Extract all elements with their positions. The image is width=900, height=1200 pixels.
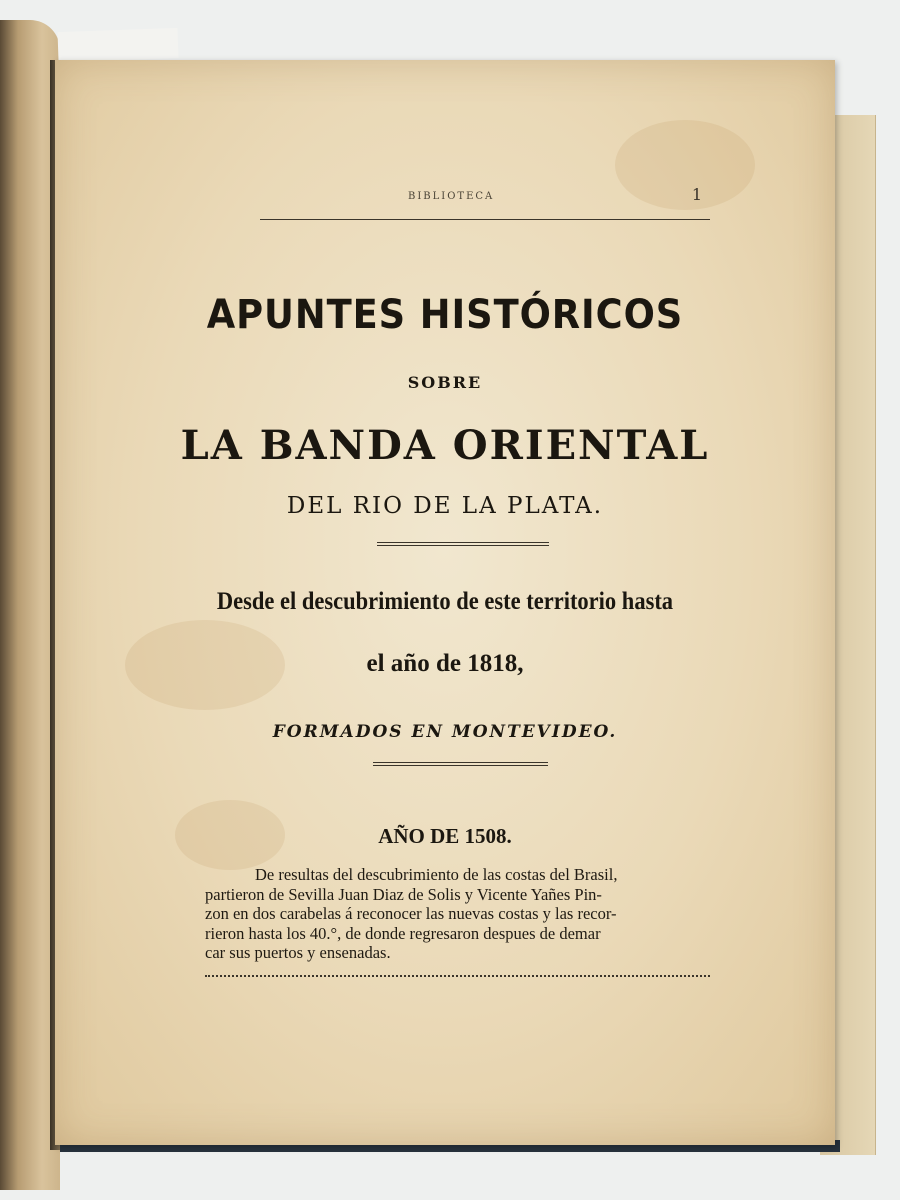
ornamental-rule (377, 542, 549, 546)
paper-tab (58, 28, 179, 62)
formados-line: FORMADOS EN MONTEVIDEO. (272, 722, 618, 742)
running-header (260, 185, 710, 220)
subject-title: LA BANDA ORIENTAL (180, 422, 710, 469)
body-line: zon en dos carabelas á reconocer las nuevas costas y las recor- (205, 904, 617, 923)
body-paragraph (205, 865, 710, 963)
description-line-1: Desde el descubrimiento de este territorio hasta (216, 588, 674, 615)
page-number: 1 (691, 185, 702, 204)
title-page (55, 60, 835, 1145)
year-heading: AÑO DE 1508. (378, 824, 512, 848)
description-line-2: el año de 1818, (366, 650, 524, 677)
sobre-label: SOBRE (407, 373, 483, 392)
page-title: APUNTES HISTÓRICOS (206, 292, 684, 338)
subtitle: DEL RIO DE LA PLATA. (286, 493, 604, 519)
dotted-rule (205, 975, 710, 977)
ornamental-rule (373, 762, 548, 766)
body-line: partieron de Sevilla Juan Diaz de Solis y Vicente Yañes Pin- (205, 884, 602, 904)
header-label: BIBLIOTECA (408, 191, 495, 202)
body-line: car sus puertos y ensenadas. (205, 943, 391, 962)
body-line: rieron hasta los 40.°, de donde regresaron despues de demar (205, 923, 601, 943)
body-line: De resultas del descubrimiento de las costas del Brasil, (255, 865, 618, 884)
